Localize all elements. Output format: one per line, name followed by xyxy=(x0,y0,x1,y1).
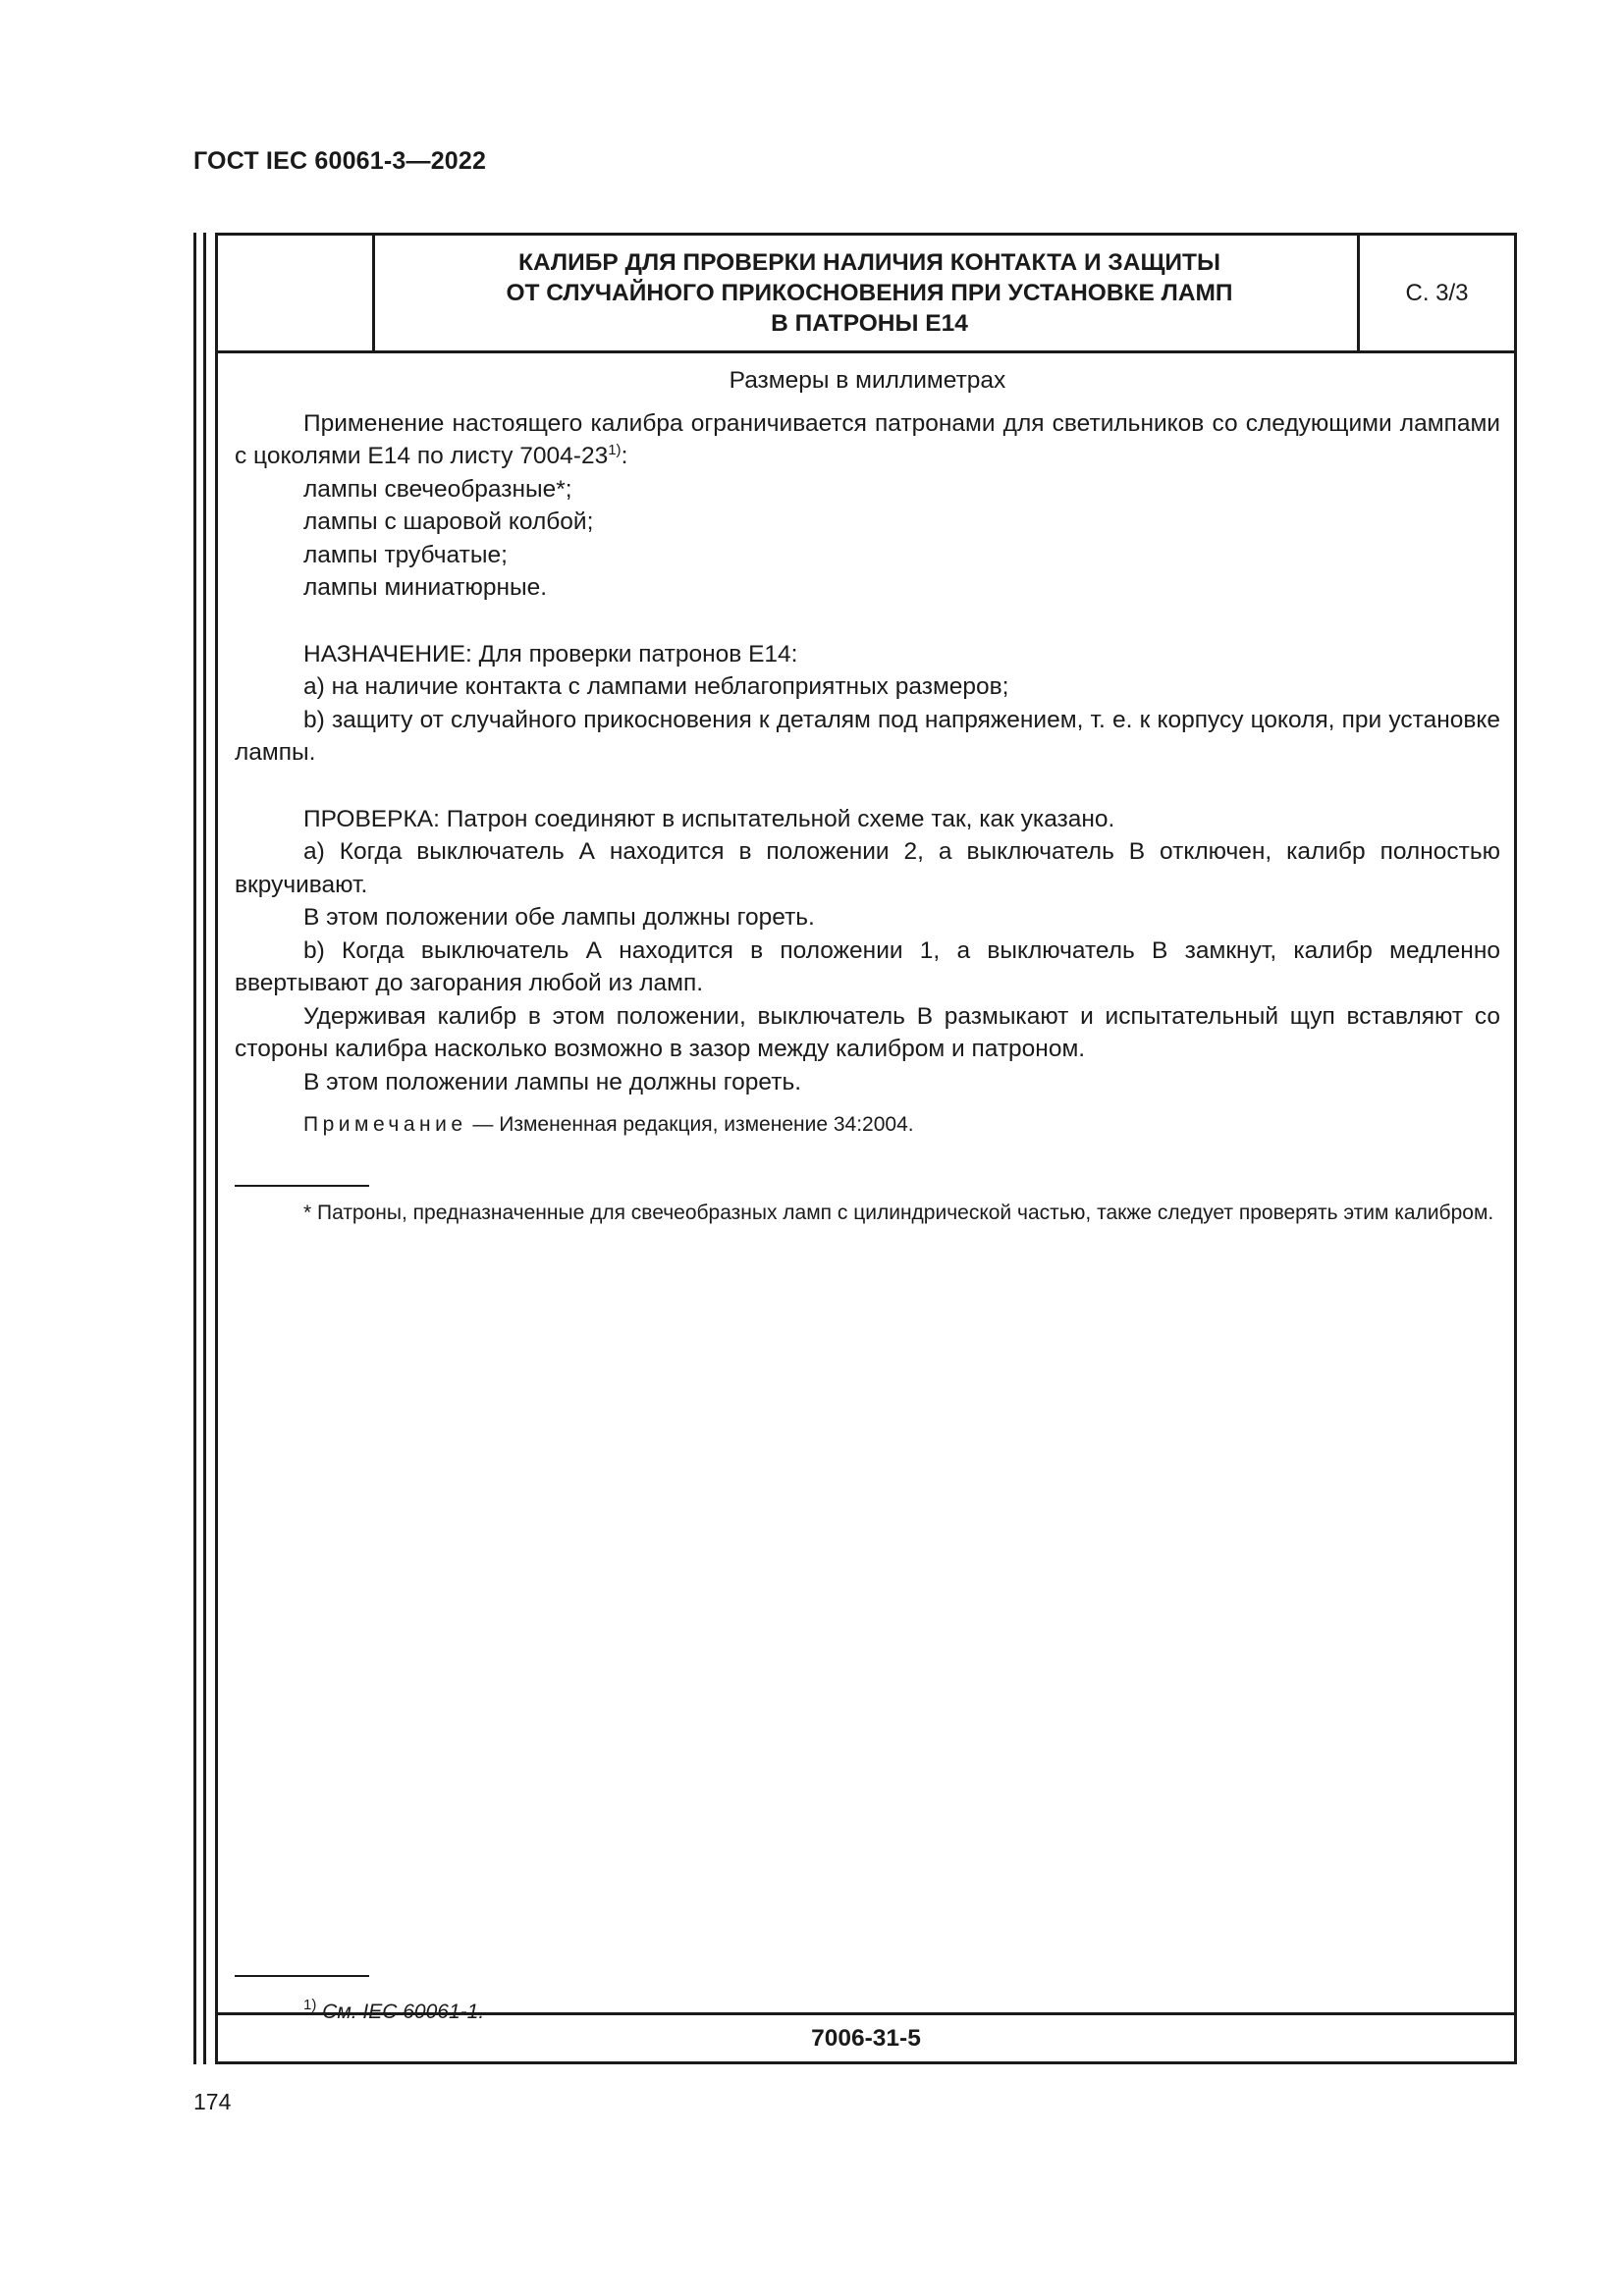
lamp-list-item: лампы миниатюрные. xyxy=(303,574,548,601)
lamp-list-item: лампы с шаровой колбой; xyxy=(303,508,594,535)
paragraph-gap xyxy=(235,770,1500,803)
sheet-title-line: КАЛИБР ДЛЯ ПРОВЕРКИ НАЛИЧИЯ КОНТАКТА И ЗАЩИТЫ xyxy=(517,249,1220,276)
page-number: 174 xyxy=(193,2089,232,2114)
binding-line xyxy=(193,233,196,2064)
test-item-a: a) Когда выключатель А находится в положении 2, а выключатель В отключен, калибр полностью вкручивают. xyxy=(235,838,1500,898)
document-header: ГОСТ IEC 60061-3—2022 xyxy=(193,147,487,175)
footnote-1-marker: 1) xyxy=(303,1997,317,2013)
footnote-1-text: См. IEC 60061-1. xyxy=(316,2001,485,2023)
note-label: Примечание xyxy=(303,1113,467,1136)
intro-paragraph xyxy=(235,407,1500,473)
sheet-title-line: ОТ СЛУЧАЙНОГО ПРИКОСНОВЕНИЯ ПРИ УСТАНОВКЕ ЛАМП xyxy=(506,280,1233,306)
test-item-b-hold: Удерживая калибр в этом положении, выключатель В размыкают и испытательный щуп вставляют со стороны калибра насколько возможно в зазор между калибром и патроном. xyxy=(235,1002,1500,1062)
footnote-star: * Патроны, предназначенные для свечеобразных ламп с цилиндрической частью, также следует проверять этим калибром. xyxy=(303,1201,1494,1224)
test-item-b: b) Когда выключатель А находится в положении 1, а выключатель В замкнут, калибр медленно ввертывают до загорания любой из ламп. xyxy=(235,936,1500,996)
sheet-frame xyxy=(215,233,1517,2064)
sheet-title xyxy=(375,236,1364,350)
purpose-heading: НАЗНАЧЕНИЕ: Для проверки патронов Е14: xyxy=(303,640,798,667)
note xyxy=(235,1110,1500,1140)
test-item-b-result: В этом положении лампы не должны гореть. xyxy=(303,1068,802,1095)
sheet-content xyxy=(235,364,1500,1228)
footnote-ref: 1) xyxy=(608,442,622,458)
title-block-empty-cell xyxy=(218,236,375,350)
purpose-item-a: a) на наличие контакта с лампами неблагоприятных размеров; xyxy=(303,673,1009,700)
sheet-title-line: В ПАТРОНЫ Е14 xyxy=(771,310,968,337)
purpose-item-b: b) защиту от случайного прикосновения к деталям под напряжением, т. е. к корпусу цоколя, при установке лампы. xyxy=(235,706,1500,766)
note-text: — Измененная редакция, изменение 34:2004. xyxy=(466,1113,914,1136)
paragraph-gap xyxy=(235,605,1500,638)
lamp-list-item: лампы трубчатые; xyxy=(303,541,508,568)
title-block xyxy=(218,236,1514,353)
binding-line xyxy=(203,233,206,2064)
units-caption: Размеры в миллиметрах xyxy=(729,367,1006,394)
intro-text: Применение настоящего калибра ограничивается патронами для светильников со следующими лампами с цоколями Е14 по листу 7004-23 xyxy=(235,409,1500,469)
intro-tail: : xyxy=(621,443,628,469)
footnote-rule xyxy=(235,1185,369,1187)
sheet-number: 7006-31-5 xyxy=(218,2012,1514,2061)
test-item-a-result: В этом положении обе лампы должны гореть. xyxy=(303,904,815,931)
test-heading: ПРОВЕРКА: Патрон соединяют в испытательной схеме так, как указано. xyxy=(303,805,1115,832)
footnote-rule xyxy=(235,1975,369,1977)
sheet-page-indicator: С. 3/3 xyxy=(1357,236,1514,350)
lamp-list-item: лампы свечеобразные*; xyxy=(303,475,572,503)
